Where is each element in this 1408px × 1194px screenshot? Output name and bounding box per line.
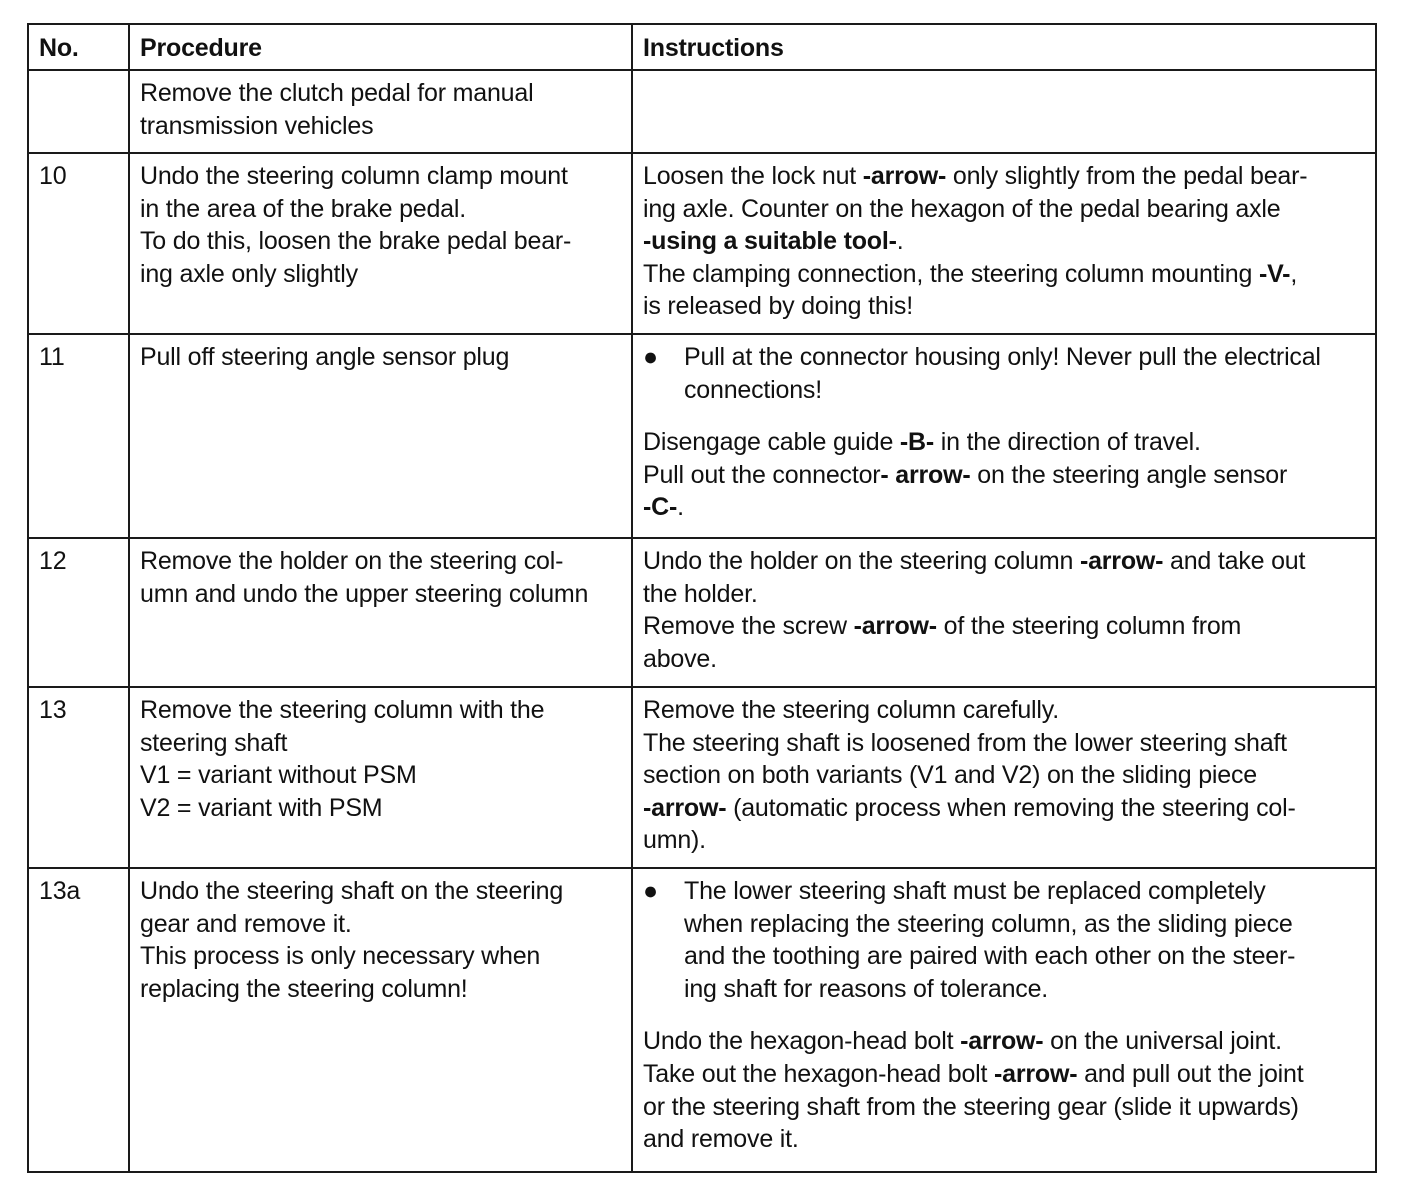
instruction-text: and pull out the joint: [1077, 1059, 1304, 1088]
instruction-text: is released by doing this!: [643, 292, 913, 321]
instruction-text: ,: [1290, 259, 1298, 288]
instruction-text: Loosen the lock nut: [643, 162, 863, 190]
instruction-line: [643, 643, 1365, 676]
procedure-line: Remove the steering column with the: [140, 696, 545, 724]
procedure-line: replacing the steering column!: [140, 974, 468, 1003]
instruction-text: The clamping connection, the steering column mounting: [643, 259, 1259, 288]
instructions-cell: [632, 868, 1376, 1172]
instruction-text: The steering shaft is loosened from the lower steering shaft: [643, 728, 1287, 757]
bullet-line: and the toothing are paired with each other on the steer-: [684, 942, 1296, 971]
step-number: [28, 70, 129, 153]
procedure-line: transmission vehicles: [140, 111, 374, 140]
table-header-row: [28, 24, 1376, 70]
instruction-text: Remove the screw: [643, 612, 854, 641]
header-no: No.: [28, 24, 129, 70]
table-row: [28, 153, 1376, 334]
procedure-table: [27, 23, 1377, 1173]
procedure-line: Undo the steering column clamp mount: [140, 162, 568, 190]
table-row: [28, 687, 1376, 868]
procedure-line: V2 = variant with PSM: [140, 793, 383, 822]
instruction-emphasis: -C-: [643, 493, 678, 522]
bullet-icon: ●: [643, 343, 658, 371]
instruction-text: umn).: [643, 826, 706, 855]
instruction-line: [643, 1123, 1365, 1156]
procedure-cell: [129, 538, 632, 687]
instruction-line: [643, 426, 1365, 459]
header-instructions: Instructions: [632, 24, 1376, 70]
instruction-text: or the steering shaft from the steering gear (slide it upwards): [643, 1092, 1299, 1121]
instruction-text: the holder.: [643, 579, 758, 608]
instruction-emphasis: -using a suitable tool-: [643, 227, 897, 256]
instruction-line: [643, 759, 1365, 792]
bullet-icon: ●: [643, 877, 658, 905]
instruction-emphasis: -arrow-: [1079, 547, 1164, 575]
procedure-cell: [129, 153, 632, 334]
header-procedure: Procedure: [129, 24, 632, 70]
instruction-line: [643, 578, 1365, 611]
instruction-text: Disengage cable guide: [643, 428, 900, 457]
procedure-cell: [129, 334, 632, 538]
instruction-text: ing axle. Counter on the hexagon of the pedal bearing axle: [643, 194, 1281, 223]
instruction-text: in the direction of travel.: [934, 428, 1201, 457]
instruction-text: on the steering angle sensor: [970, 460, 1288, 489]
procedure-line: This process is only necessary when: [140, 942, 541, 971]
procedure-line: in the area of the brake pedal.: [140, 194, 466, 223]
procedure-cell: [129, 687, 632, 868]
instruction-emphasis: -B-: [899, 428, 935, 457]
instruction-line: [643, 545, 1365, 578]
instruction-emphasis: -arrow-: [960, 1027, 1044, 1056]
procedure-line: Remove the holder on the steering col-: [140, 547, 564, 575]
bullet-line: Pull at the connector housing only! Never pull the electrical: [684, 343, 1321, 371]
instruction-line: [643, 1091, 1365, 1124]
instructions-cell: [632, 687, 1376, 868]
instructions-cell: [632, 334, 1376, 538]
instruction-text: above.: [643, 644, 717, 673]
instruction-emphasis: -arrow-: [643, 793, 727, 822]
instruction-text: section on both variants (V1 and V2) on the sliding piece: [643, 761, 1257, 790]
instruction-line: [643, 225, 1365, 258]
bullet-note: [643, 875, 1365, 1005]
instruction-text: Remove the steering column carefully.: [643, 696, 1059, 724]
instruction-text: Take out the hexagon-head bolt: [643, 1059, 995, 1088]
instruction-emphasis: -arrow-: [853, 612, 937, 641]
procedure-line: Undo the steering shaft on the steering: [140, 877, 564, 905]
procedure-line: Pull off steering angle sensor plug: [140, 343, 510, 371]
instruction-text: only slightly from the pedal bear-: [946, 162, 1308, 190]
instruction-line: [643, 1058, 1365, 1091]
instruction-text: Pull out the connector: [643, 460, 881, 489]
instruction-line: [643, 694, 1365, 727]
instruction-emphasis: -arrow-: [862, 162, 947, 190]
procedure-line: steering shaft: [140, 728, 288, 757]
instruction-emphasis: -arrow-: [994, 1059, 1078, 1088]
bullet-line: ing shaft for reasons of tolerance.: [684, 974, 1049, 1003]
table-row: [28, 868, 1376, 1172]
instruction-line: [643, 1025, 1365, 1058]
table-row: [28, 334, 1376, 538]
step-number: 13a: [28, 868, 129, 1172]
instruction-text: (automatic process when removing the steering col-: [726, 793, 1296, 822]
step-number: 11: [28, 334, 129, 538]
procedure-line: Remove the clutch pedal for manual: [140, 79, 534, 107]
procedure-cell: [129, 868, 632, 1172]
procedure-line: To do this, loosen the brake pedal bear-: [140, 227, 572, 256]
procedure-cell: [129, 70, 632, 153]
table-row: [28, 70, 1376, 153]
instructions-cell: [632, 538, 1376, 687]
instruction-text: Undo the hexagon-head bolt: [643, 1027, 961, 1056]
bullet-line: The lower steering shaft must be replaced completely: [684, 877, 1266, 905]
instruction-text: on the universal joint.: [1043, 1027, 1282, 1056]
instruction-line: [643, 459, 1365, 492]
instruction-text: .: [896, 227, 904, 256]
instruction-text: of the steering column from: [936, 612, 1242, 641]
instruction-line: [643, 290, 1365, 323]
bullet-note: [643, 341, 1365, 406]
bullet-line: when replacing the steering column, as the sliding piece: [684, 909, 1293, 938]
instruction-line: [643, 160, 1365, 193]
instruction-line: [643, 258, 1365, 291]
instruction-line: [643, 727, 1365, 760]
instruction-text: and take out: [1163, 547, 1306, 575]
step-number: 10: [28, 153, 129, 334]
instruction-emphasis: -V-: [1258, 259, 1291, 288]
table-row: [28, 538, 1376, 687]
instructions-cell: [632, 70, 1376, 153]
step-number: 13: [28, 687, 129, 868]
instruction-line: [643, 610, 1365, 643]
procedure-line: ing axle only slightly: [140, 259, 358, 288]
procedure-line: gear and remove it.: [140, 909, 352, 938]
instruction-line: [643, 824, 1365, 857]
instructions-cell: [632, 153, 1376, 334]
step-number: 12: [28, 538, 129, 687]
instruction-line: [643, 193, 1365, 226]
instruction-text: Undo the holder on the steering column: [643, 547, 1080, 575]
procedure-line: V1 = variant without PSM: [140, 761, 417, 790]
instruction-emphasis: - arrow-: [880, 460, 971, 489]
bullet-line: connections!: [684, 375, 822, 404]
instruction-line: [643, 491, 1365, 524]
instruction-line: [643, 792, 1365, 825]
instruction-text: .: [677, 493, 684, 522]
instruction-text: and remove it.: [643, 1125, 799, 1154]
procedure-line: umn and undo the upper steering column: [140, 579, 589, 608]
